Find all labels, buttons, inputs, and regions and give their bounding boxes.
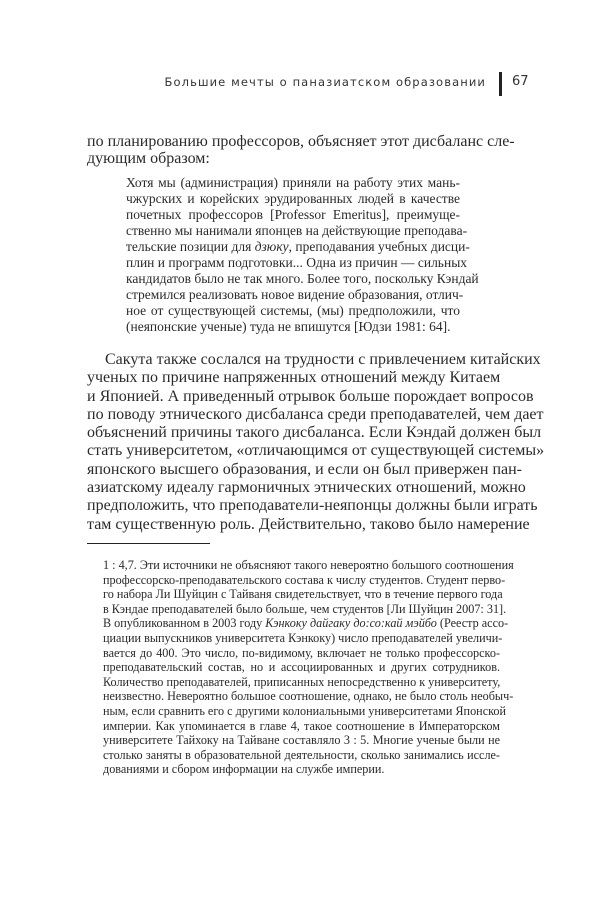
- text-line: [87, 497, 538, 515]
- footnote-separator: [87, 543, 210, 544]
- text-run: предположить, что преподаватели-неяпонцы должны были играть: [87, 497, 538, 515]
- text-line: [103, 719, 500, 734]
- text-run: чжурских и корейских эрудированных людей в качестве: [126, 191, 460, 206]
- text-run: дованиями и сбором информации на службе империи.: [103, 762, 385, 777]
- text-line: [126, 223, 468, 239]
- text-run: тельские позиции для: [126, 239, 255, 254]
- text-line: [103, 558, 514, 573]
- text-run: ное от существующей системы, (мы) предположили, что: [126, 303, 460, 318]
- text-line: [126, 191, 460, 207]
- header-divider: [499, 72, 502, 96]
- text-run: преподавательский состав, но и ассоциированных и других сотрудников.: [103, 660, 500, 675]
- text-line: [87, 515, 530, 534]
- text-run: неизвестно. Невероятно большое соотношение, однако, не было столь необыч-: [103, 689, 514, 704]
- text-run: плин и программ подготовки... Одна из причин — сильных: [126, 255, 468, 270]
- text-line: [103, 675, 500, 690]
- text-line: [87, 479, 526, 497]
- text-line: [103, 703, 507, 719]
- text-run: по поводу этнического дисбаланса среди преподавателей, чем дает: [87, 405, 544, 423]
- text-line: [87, 460, 522, 479]
- text-run: азиатскому идеалу гармоничных этнических отношений, можно: [87, 479, 526, 497]
- block-quote: [126, 175, 479, 335]
- text-run: Количество преподавателей, приписанных непосредственно к университету,: [103, 674, 501, 689]
- text-run: столько заняты в образовательной деятельности, сколько занимались иссле-: [103, 747, 500, 762]
- text-run: вается до 400. Это число, по-видимому, включает не только профессорско-: [103, 645, 500, 660]
- text-line: [87, 387, 534, 406]
- text-run: В опубликованном в 2003 году: [103, 616, 266, 631]
- text-line: [103, 572, 506, 588]
- text-run: Хотя мы (администрация) приняли на работу этих мань-: [126, 175, 460, 190]
- text-run: профессорско-преподавательского состава к числу студентов. Студент перво-: [103, 572, 506, 587]
- text-line: [103, 630, 503, 646]
- running-title: Большие мечты о паназиатском образовании: [164, 75, 486, 89]
- text-line: [103, 646, 500, 661]
- text-line: [126, 255, 468, 271]
- text-line: [87, 351, 541, 369]
- text-run: университете Тайхоку на Тайване составляло 3 : 5. Многие ученые были не: [103, 733, 500, 748]
- body-paragraph: [87, 351, 545, 534]
- text-line: [103, 587, 503, 602]
- text-line: [87, 369, 500, 387]
- text-run: (неяпонские ученые) туда не впишутся [Юдзи 1981: 64].: [126, 319, 451, 334]
- text-line: [103, 616, 509, 631]
- text-line: [103, 601, 507, 617]
- text-run: по планированию профессоров, объясняет этот дисбаланс сле-: [87, 133, 515, 150]
- text-line: [126, 207, 460, 223]
- text-line: [103, 748, 500, 763]
- text-line: [87, 442, 545, 460]
- text-line: [87, 133, 515, 150]
- text-line: [87, 424, 542, 442]
- text-run: (Реестр ассо-: [436, 616, 509, 631]
- text-line: [126, 239, 470, 255]
- text-line: [87, 150, 500, 167]
- text-run: почетных профессоров [Professor Emeritus], преимуще-: [126, 207, 460, 222]
- text-run: 1 : 4,7. Эти источники не объясняют такого невероятно большого соотношения: [103, 558, 514, 572]
- text-line: [103, 689, 514, 704]
- text-line: [126, 319, 460, 335]
- text-run: японского высшего образования, и если он был привержен пан-: [87, 460, 522, 478]
- text-run: Сакута также сослался на трудности с привлечением китайских: [105, 351, 541, 368]
- text-line: [103, 660, 500, 675]
- text-run: циации выпускников университета Кэнкоку) число преподавателей увеличи-: [103, 630, 503, 645]
- text-run: го набора Ли Шуйцин с Тайваня свидетельствует, что в течение первого года: [103, 587, 503, 602]
- text-line: [126, 287, 464, 303]
- text-run: , преподавания учебных дисци-: [288, 239, 470, 254]
- page-number: 67: [512, 74, 529, 89]
- text-run: ным, если сравнить его с другими колониальными университетами Японской: [103, 703, 507, 718]
- text-run: стремился реализовать новое видение образования, отлич-: [126, 287, 464, 302]
- running-header: [0, 72, 600, 96]
- text-line: [126, 303, 460, 319]
- footnote: [103, 558, 514, 777]
- italic-text: Кэнкоку дайгаку до:со:кай мэйбо: [265, 616, 437, 631]
- text-run: кандидатов было не так много. Более того, поскольку Кэндай: [126, 271, 479, 286]
- text-run: в Кэндае преподавателей было больше, чем студентов [Ли Шуйцин 2007: 31].: [103, 601, 507, 616]
- text-line: [87, 405, 544, 424]
- text-run: дующим образом:: [87, 150, 210, 167]
- text-run: и Японией. А приведенный отрывок больше порождает вопросов: [87, 387, 534, 405]
- text-run: ственно мы нанимали японцев на действующие преподава-: [126, 223, 468, 238]
- text-line: [126, 271, 479, 287]
- paragraph-continued: [87, 133, 515, 167]
- text-line: [103, 762, 500, 777]
- text-run: стать университетом, «отличающимся от существующей системы»: [87, 442, 545, 460]
- text-run: ученых по причине напряженных отношений между Китаем: [87, 369, 501, 387]
- text-run: империи. Как упоминается в главе 4, такое соотношение в Императорском: [103, 718, 500, 733]
- text-line: [126, 175, 460, 191]
- text-run: там существенную роль. Действительно, таково было намерение: [87, 515, 530, 533]
- text-line: [103, 733, 500, 748]
- text-run: объяснений причины такого дисбаланса. Если Кэндай должен был: [87, 424, 542, 442]
- italic-text: дзюку: [254, 239, 289, 254]
